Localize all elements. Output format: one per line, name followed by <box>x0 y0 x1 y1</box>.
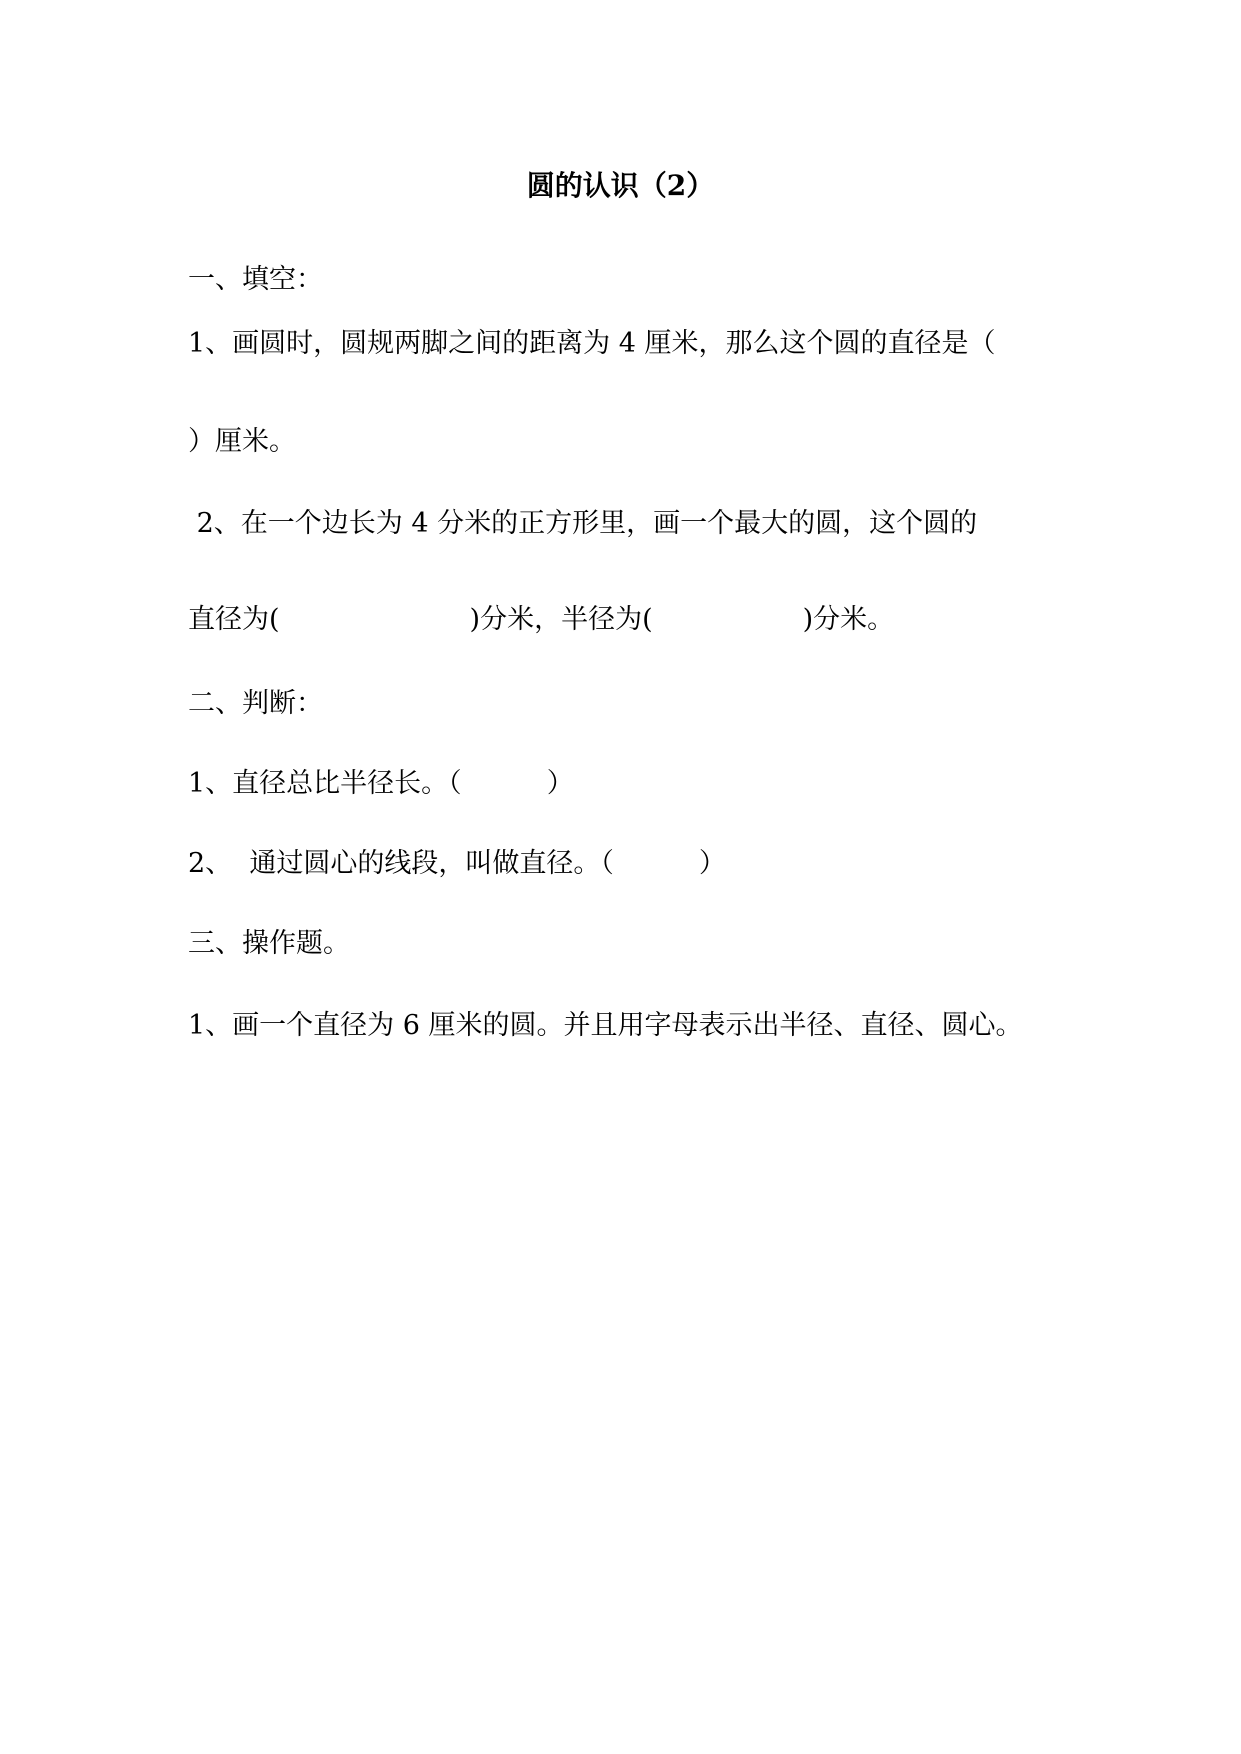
page-title: 圆的认识（2） <box>526 169 715 202</box>
judge-question-1-close: ） <box>546 768 574 799</box>
question-2-part-c: )分米。 <box>802 604 895 635</box>
question-2-line-2 <box>188 602 894 638</box>
section-heading-fill-blank: 一、填空： <box>188 264 323 295</box>
question-2-part-a: 直径为( <box>188 604 280 635</box>
judge-question-1 <box>188 766 574 802</box>
operation-question-1: 1、画一个直径为 6 厘米的圆。并且用字母表示出半径、直径、圆心。 <box>188 1010 1023 1041</box>
question-1-line-1: 1、画圆时，圆规两脚之间的距离为 4 厘米，那么这个圆的直径是（ <box>188 328 996 359</box>
question-2-line-1: 2、在一个边长为 4 分米的正方形里，画一个最大的圆，这个圆的 <box>188 508 978 539</box>
judge-question-2-text: 2、 通过圆心的线段，叫做直径。（ <box>188 848 614 879</box>
section-heading-operation: 三、操作题。 <box>188 928 350 959</box>
question-1-line-2: ）厘米。 <box>188 426 296 457</box>
judge-question-1-text: 1、直径总比半径长。（ <box>188 768 462 799</box>
judge-question-2-close: ） <box>698 848 726 879</box>
judge-question-2 <box>188 846 726 882</box>
question-2-part-b: )分米，半径为( <box>469 604 653 635</box>
section-heading-judge: 二、判断： <box>188 688 323 719</box>
